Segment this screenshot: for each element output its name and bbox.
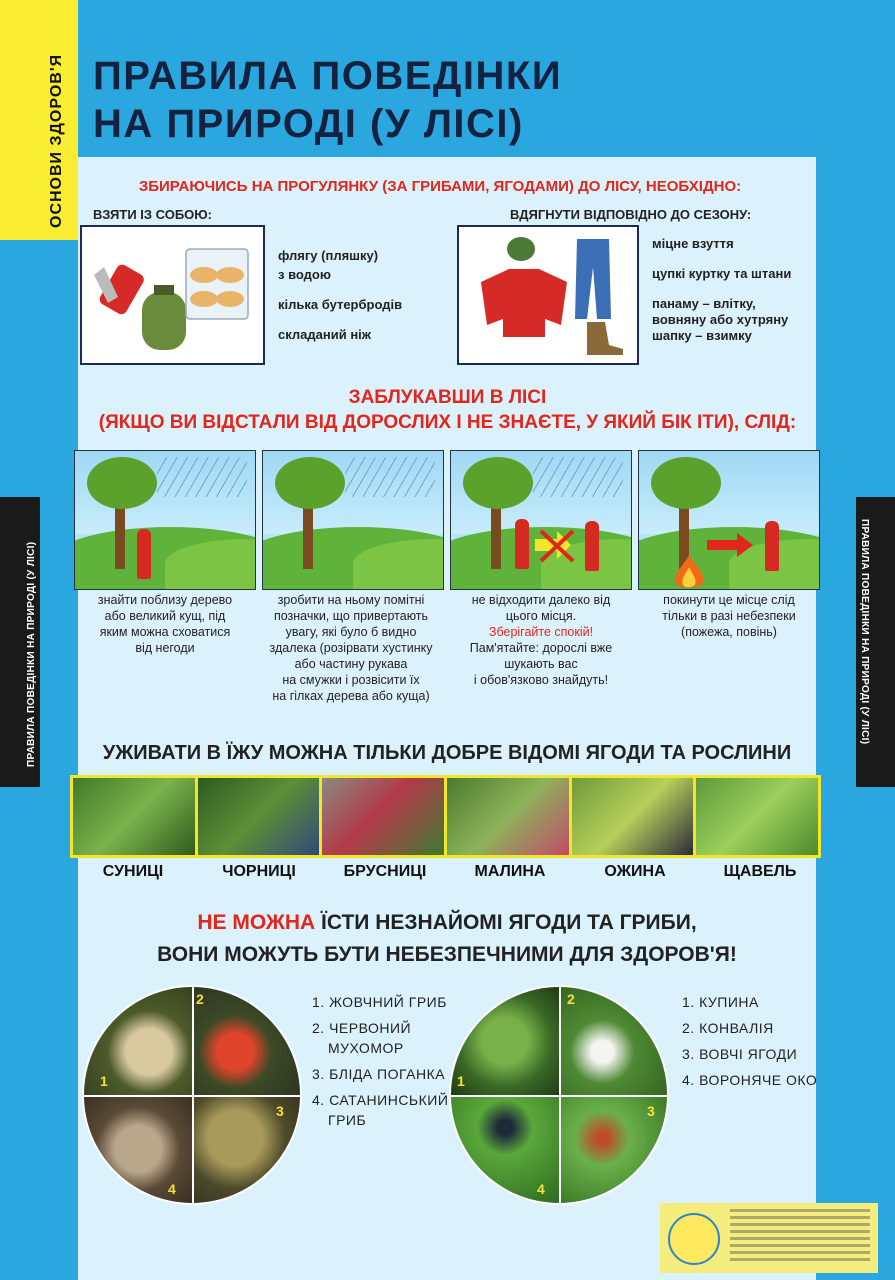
berry-name: СУНИЦІ bbox=[102, 863, 164, 880]
list-item: 1. ЖОВЧНИЙ ГРИБ bbox=[312, 994, 447, 1010]
list-item: 2. КОНВАЛІЯ bbox=[682, 1020, 774, 1036]
knife-flask-sandwich-icon bbox=[82, 227, 263, 363]
wear-label: ВДЯГНУТИ ВІДПОВІДНО ДО СЕЗОНУ: bbox=[510, 207, 752, 222]
quadrant-number: 3 bbox=[647, 1103, 655, 1119]
publisher-seal-icon bbox=[668, 1213, 720, 1265]
caption-line: від негоди bbox=[135, 641, 195, 655]
mushroom-quadrant bbox=[192, 987, 300, 1095]
caption-shelter bbox=[76, 592, 254, 656]
list-item: 3. БЛІДА ПОГАНКА bbox=[312, 1066, 446, 1082]
berry-name: ЧОРНИЦІ bbox=[222, 863, 296, 880]
section4-heading-rest: ЇСТИ НЕЗНАЙОМІ ЯГОДИ ТА ГРИБИ, bbox=[315, 911, 697, 934]
caption-line: позначки, що привертають bbox=[273, 609, 429, 623]
plant-quadrant bbox=[451, 987, 559, 1095]
section4-heading bbox=[78, 907, 816, 971]
take-item-flask-2: з водою bbox=[278, 267, 331, 282]
berry-name: БРУСНИЦІ bbox=[343, 863, 427, 880]
berry-name: ОЖИНА bbox=[604, 863, 666, 880]
caption-line: увагу, які було б видно bbox=[285, 625, 417, 639]
caption-line: і обов'язково знайдуть! bbox=[473, 673, 609, 687]
scene-stay bbox=[450, 450, 632, 590]
list-item: МУХОМОР bbox=[328, 1040, 404, 1056]
caption-line: на гілках дерева або куща) bbox=[272, 689, 430, 703]
caption-leave bbox=[640, 592, 818, 640]
photo-strawberry bbox=[73, 778, 195, 855]
caption-line: не відходити далеко від bbox=[471, 593, 611, 607]
quadrant-number: 4 bbox=[537, 1181, 545, 1197]
list-item: 4. ВОРОНЯЧЕ ОКО bbox=[682, 1072, 818, 1088]
caption-line: здалека (розірвати хустинку bbox=[269, 641, 433, 655]
plant-quadrant bbox=[559, 987, 667, 1095]
quadrant-number: 2 bbox=[196, 991, 204, 1007]
caption-line: або частину рукава bbox=[294, 657, 408, 671]
section3-heading: УЖИВАТИ В ЇЖУ МОЖНА ТІЛЬКИ ДОБРЕ ВІДОМІ ЯГОДИ ТА РОСЛИНИ bbox=[102, 742, 792, 764]
berry-name: МАЛИНА bbox=[474, 863, 546, 880]
photo-cowberry bbox=[322, 778, 444, 855]
plant-circle bbox=[449, 985, 669, 1205]
section2-heading bbox=[80, 385, 815, 435]
title-line-2: НА ПРИРОДІ (У ЛІСІ) bbox=[93, 102, 524, 146]
section2-heading-line-2: (ЯКЩО ВИ ВІДСТАЛИ ВІД ДОРОСЛИХ І НЕ ЗНАЄТЕ, У ЯКИЙ БІК ІТИ), СЛІД: bbox=[98, 412, 797, 433]
quadrant-number: 1 bbox=[457, 1073, 465, 1089]
wear-item-jacket: цупкі куртку та штани bbox=[652, 266, 792, 281]
rail-right-text: ПРАВИЛА ПОВЕДІНКИ НА ПРИРОДІ (У ЛІСІ) bbox=[859, 519, 870, 745]
mushroom-quadrant bbox=[84, 1095, 192, 1203]
section4-heading-2: ВОНИ МОЖУТЬ БУТИ НЕБЕЗПЕЧНИМИ ДЛЯ ЗДОРОВ'Я! bbox=[157, 943, 737, 966]
title-line-1: ПРАВИЛА ПОВЕДІНКИ bbox=[93, 54, 563, 98]
mushroom-list bbox=[312, 992, 448, 1136]
photo-sorrel bbox=[696, 778, 818, 855]
caption-line: цього місця. bbox=[505, 609, 577, 623]
photo-raspberry bbox=[447, 778, 569, 855]
cross-icon bbox=[535, 527, 579, 563]
take-items-picture bbox=[80, 225, 265, 365]
section2-heading-line-1: ЗАБЛУКАВШИ В ЛІСІ bbox=[348, 387, 547, 408]
list-item: ГРИБ bbox=[328, 1112, 367, 1128]
caption-line: знайти поблизу дерево bbox=[97, 593, 233, 607]
section4-heading-red: НЕ МОЖНА bbox=[197, 911, 316, 934]
clothes-icon bbox=[459, 227, 637, 363]
caption-line: (пожежа, повінь) bbox=[681, 625, 777, 639]
photo-blueberry bbox=[198, 778, 320, 855]
caption-marks bbox=[262, 592, 440, 704]
rail-right bbox=[856, 497, 895, 787]
quadrant-number: 3 bbox=[276, 1103, 284, 1119]
list-item: 1. КУПИНА bbox=[682, 994, 759, 1010]
scene-shelter bbox=[74, 450, 256, 590]
caption-line: на смужки і розвісити їх bbox=[282, 673, 420, 687]
berries-strip bbox=[70, 775, 821, 858]
arrow-icon bbox=[707, 533, 753, 557]
scene-marks bbox=[262, 450, 444, 590]
list-item: 2. ЧЕРВОНИЙ bbox=[312, 1020, 412, 1036]
side-tag bbox=[0, 0, 78, 240]
caption-line: тільки в разі небезпеки bbox=[662, 609, 796, 623]
take-label: ВЗЯТИ ІЗ СОБОЮ: bbox=[93, 207, 213, 222]
wear-item-shoes: міцне взуття bbox=[652, 236, 734, 251]
caption-line: шукають вас bbox=[504, 657, 578, 671]
take-item-knife: складаний ніж bbox=[278, 327, 371, 342]
wear-item-hat-1: панаму – влітку, bbox=[652, 296, 756, 311]
side-tag-text: ОСНОВИ ЗДОРОВ'Я bbox=[48, 53, 65, 228]
list-item: 3. ВОВЧІ ЯГОДИ bbox=[682, 1046, 798, 1062]
take-item-sandwiches: кілька бутербродів bbox=[278, 297, 403, 312]
calm-text: Зберігайте спокій! bbox=[488, 625, 594, 639]
page-title bbox=[93, 52, 562, 148]
plant-list bbox=[682, 992, 817, 1096]
photo-blackberry bbox=[572, 778, 694, 855]
caption-line: яким можна сховатися bbox=[99, 625, 231, 639]
wear-items-picture bbox=[457, 225, 639, 365]
caption-line: зробити на ньому помітні bbox=[277, 593, 425, 607]
caption-line: Пам'ятайте: дорослі вже bbox=[469, 641, 613, 655]
mushroom-circle bbox=[82, 985, 302, 1205]
fire-icon bbox=[669, 555, 709, 589]
quadrant-number: 4 bbox=[168, 1181, 176, 1197]
caption-stay bbox=[452, 592, 630, 688]
plant-quadrant bbox=[559, 1095, 667, 1203]
mushroom-quadrant bbox=[192, 1095, 300, 1203]
plant-quadrant bbox=[451, 1095, 559, 1203]
list-item: 4. САТАНИНСЬКИЙ bbox=[312, 1092, 449, 1108]
berry-name: ЩАВЕЛЬ bbox=[723, 863, 797, 880]
mushroom-quadrant bbox=[84, 987, 192, 1095]
publisher-stamp bbox=[660, 1203, 878, 1273]
caption-line: або великий кущ, під bbox=[104, 609, 226, 623]
caption-line: покинути це місце слід bbox=[663, 593, 795, 607]
scene-leave bbox=[638, 450, 820, 590]
rail-left bbox=[0, 497, 40, 787]
rail-left-text: ПРАВИЛА ПОВЕДІНКИ НА ПРИРОДІ (У ЛІСІ) bbox=[26, 541, 37, 767]
wear-item-hat-3: шапку – взимку bbox=[652, 328, 752, 343]
wear-item-hat-2: вовняну або хутряну bbox=[652, 312, 789, 327]
quadrant-number: 1 bbox=[100, 1073, 108, 1089]
quadrant-number: 2 bbox=[567, 991, 575, 1007]
section1-heading: ЗБИРАЮЧИСЬ НА ПРОГУЛЯНКУ (ЗА ГРИБАМИ, ЯГОДАМИ) ДО ЛІСУ, НЕОБХІДНО: bbox=[138, 178, 742, 195]
take-item-flask: флягу (пляшку) bbox=[278, 248, 379, 263]
